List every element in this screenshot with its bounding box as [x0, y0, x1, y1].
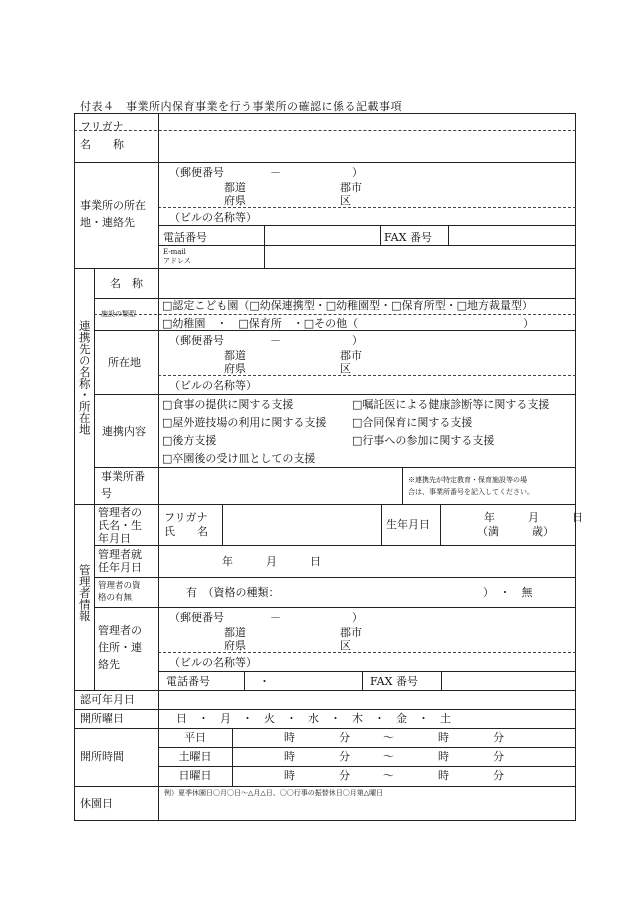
rule: [440, 504, 441, 545]
holiday-example: 例）夏季休園日〇月〇日〜△月△日、〇〇行事の振替休日〇月第△曜日: [164, 789, 384, 797]
address-label: 事業所の所在: [80, 199, 146, 212]
qualification-label: 管理者の資: [98, 581, 141, 591]
manager-name-label: 管理者の: [98, 506, 142, 519]
prefecture-label: 都道: [224, 626, 246, 639]
rule: [94, 330, 576, 331]
postal-label: （郵便番号: [169, 166, 224, 179]
prefecture-label: 都道: [224, 181, 246, 194]
content-checkbox: □行事への参加に関する支援: [352, 434, 495, 447]
postal-paren: ）: [352, 334, 363, 347]
rule: [264, 225, 265, 268]
postal-dash: －: [270, 611, 281, 624]
hours-day: 平日: [184, 731, 206, 744]
rule: [74, 162, 576, 163]
building-label: （ビルの名称等）: [169, 379, 257, 392]
form-table: [74, 113, 583, 821]
rule: [158, 766, 576, 767]
postal-paren: ）: [352, 166, 363, 179]
partner-content-label: 連携内容: [102, 425, 146, 438]
rule: [74, 709, 576, 710]
tel-label: 電話番号: [166, 675, 210, 688]
age-field: （満 歳）: [477, 525, 554, 538]
postal-dash: －: [270, 334, 281, 347]
border-bottom: [74, 820, 576, 821]
rule: [441, 671, 442, 690]
manager-name-label: 年月日: [98, 532, 131, 545]
content-checkbox: □合同保育に関する支援: [352, 416, 473, 429]
name-label: 名 称: [80, 138, 124, 151]
hours-day: 土曜日: [178, 750, 212, 763]
prefecture-label: 府県: [224, 362, 246, 375]
rule: [232, 728, 233, 786]
holiday-label: 休園日: [80, 797, 113, 810]
dob-ymd: 年 月 日: [484, 511, 583, 524]
partner-side-label: [77, 320, 91, 439]
rule: [380, 225, 381, 245]
ward-label: 区: [340, 639, 351, 652]
rule: [94, 467, 576, 468]
manager-address-label: 住所・連: [98, 641, 142, 654]
manager-side-label: [77, 564, 91, 625]
manager-address-label: 管理者の: [98, 624, 142, 637]
qualification-label: 格の有無: [98, 593, 133, 603]
email-label: E-mail: [163, 248, 186, 256]
content-checkbox: □屋外遊技場の利用に関する支援: [162, 416, 327, 429]
postal-label: （郵便番号: [169, 611, 224, 624]
rule: [74, 268, 576, 269]
appointed-label: 任年月日: [98, 561, 142, 574]
dashed-rule: [158, 207, 576, 208]
border-top: [74, 113, 576, 114]
content-checkbox: □嘱託医による健康診断等に関する支援: [352, 398, 550, 411]
rule: [244, 671, 245, 690]
rule: [222, 504, 223, 545]
prefecture-label: 府県: [224, 639, 246, 652]
office-number-label: 号: [101, 487, 112, 500]
rule: [158, 671, 576, 672]
furigana-label: フリガナ: [80, 120, 124, 133]
office-number-label: 事業所番: [101, 470, 145, 483]
office-number-note: 合は、事業所番号を記入してください。: [408, 488, 534, 496]
rule: [158, 747, 576, 748]
rule: [94, 268, 95, 690]
rule: [158, 225, 576, 226]
rule: [74, 504, 576, 505]
ward-label: 区: [340, 362, 351, 375]
partner-location-label: 所在地: [108, 356, 141, 369]
manager-shimei-label: 氏 名: [164, 525, 208, 538]
page-title: 付表４ 事業所内保育事業を行う事業所の確認に係る記載事項: [80, 100, 402, 113]
rule: [94, 394, 576, 395]
manager-address-label: 絡先: [98, 658, 120, 671]
content-checkbox: □食事の提供に関する支援: [162, 398, 294, 411]
content-checkbox: □卒園後の受け皿としての支援: [162, 452, 316, 465]
rule: [94, 577, 576, 578]
fax-label: FAX 番号: [384, 231, 432, 244]
hours-value: 時 分 〜 時 分: [284, 750, 504, 763]
rule: [74, 690, 576, 691]
hours-value: 時 分 〜 時 分: [284, 731, 504, 744]
open-hours-label: 開所時間: [80, 750, 124, 763]
rule: [381, 504, 382, 545]
rule: [94, 607, 576, 608]
manager-name-label: 氏名・生: [98, 519, 142, 532]
appointed-ymd: 年 月 日: [222, 555, 321, 568]
facility-type-line: □幼稚園 ・ □保育所 ・□その他（ ）: [162, 317, 535, 330]
rule: [448, 225, 449, 245]
dob-label: 生年月日: [386, 518, 430, 531]
postal-paren: ）: [352, 611, 363, 624]
dashed-rule: [158, 652, 576, 653]
rule: [158, 504, 159, 690]
address-label: 地・連絡先: [80, 216, 135, 229]
rule: [74, 728, 576, 729]
hours-value: 時 分 〜 時 分: [284, 769, 504, 782]
qualification-value: 有 （資格の種類： ） ・ 無: [186, 586, 533, 599]
facility-type-line: □認定こども園（□幼保連携型・□幼稚園型・□保育所型・□地方裁量型）: [162, 299, 533, 312]
tel-separator: ・: [259, 675, 270, 688]
prefecture-label: 都道: [224, 349, 246, 362]
facility-type-label: 施設の類型: [101, 310, 136, 318]
postal-label: （郵便番号: [169, 334, 224, 347]
rule: [158, 113, 159, 504]
rule: [74, 786, 576, 787]
content-checkbox: □後方支援: [162, 434, 217, 447]
city-label: 郡市: [340, 349, 362, 362]
fax-label: FAX 番号: [370, 675, 418, 688]
open-days-label: 開所曜日: [80, 712, 124, 725]
manager-side-text: 管理者情報: [77, 564, 92, 622]
border-left: [74, 113, 75, 821]
rule: [158, 245, 576, 246]
building-label: （ビルの名称等）: [169, 211, 257, 224]
postal-dash: －: [270, 166, 281, 179]
tel-label: 電話番号: [163, 231, 207, 244]
open-days-value: 日 ・ 月 ・ 火 ・ 水 ・ 木 ・ 金 ・ 土: [176, 712, 451, 725]
ward-label: 区: [340, 194, 351, 207]
partner-name-label: 名 称: [110, 277, 143, 290]
city-label: 郡市: [340, 626, 362, 639]
building-label: （ビルの名称等）: [169, 656, 257, 669]
city-label: 郡市: [340, 181, 362, 194]
dashed-rule: [158, 375, 576, 376]
appointed-label: 管理者就: [98, 548, 142, 561]
dashed-rule: [94, 314, 576, 315]
approval-date-label: 認可年月日: [80, 693, 135, 706]
prefecture-label: 府県: [224, 194, 246, 207]
email-label: アドレス: [163, 257, 191, 265]
partner-side-text: 連携先の名称・所在地: [77, 320, 92, 435]
rule: [94, 545, 576, 546]
dashed-rule: [74, 130, 576, 131]
manager-furigana-label: フリガナ: [164, 511, 208, 524]
hours-day: 日曜日: [178, 769, 212, 782]
rule: [362, 671, 363, 690]
office-number-note: ※連携先が特定教育・保育施設等の場: [408, 476, 527, 484]
rule: [402, 467, 403, 504]
